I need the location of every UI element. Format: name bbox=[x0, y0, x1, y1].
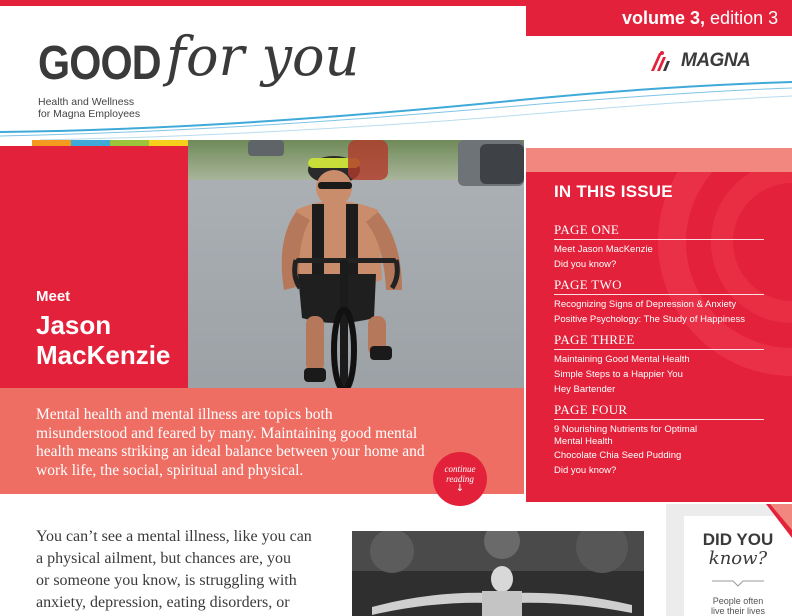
continue-label: continue bbox=[444, 464, 476, 474]
meet-feature-panel bbox=[0, 146, 188, 388]
body-line: or someone you know, is struggling with bbox=[36, 572, 297, 589]
toc-section-title: PAGE TWO bbox=[554, 277, 764, 295]
brand-title-good: GOOD bbox=[38, 37, 161, 90]
dyk-line: live their lives bbox=[710, 606, 766, 616]
toc-item[interactable]: 9 Nourishing Nutrients for Optimal Mental Health bbox=[554, 424, 698, 447]
in-this-issue-heading: IN THIS ISSUE bbox=[554, 182, 673, 201]
intro-band bbox=[0, 388, 524, 494]
toc-item[interactable]: Maintaining Good Mental Health bbox=[554, 354, 690, 365]
toc-item[interactable]: Chocolate Chia Seed Pudding bbox=[554, 450, 682, 461]
body-line: anxiety, depression, eating disorders, or bbox=[36, 594, 290, 611]
toc-item[interactable]: Did you know? bbox=[554, 465, 617, 476]
edition-label: edition 3 bbox=[710, 8, 779, 28]
toc-section-page-four bbox=[554, 402, 790, 478]
toc-section-title: PAGE ONE bbox=[554, 222, 764, 240]
reading-label: reading bbox=[446, 474, 474, 484]
toc-item[interactable]: Positive Psychology: The Study of Happiness bbox=[554, 314, 745, 325]
outstretched-arms-photo bbox=[352, 531, 644, 616]
body-article-text bbox=[36, 526, 336, 614]
cyclist-photo bbox=[188, 140, 524, 388]
outstretched-arms-illustration bbox=[352, 531, 644, 616]
brand-title-for-you: for you bbox=[166, 25, 360, 88]
toc-item[interactable]: Meet Jason MacKenzie bbox=[554, 244, 653, 255]
toc-section-page-two bbox=[554, 277, 790, 327]
name-first: Jason bbox=[36, 310, 112, 340]
issue-header-band bbox=[526, 148, 792, 172]
magna-logo bbox=[651, 50, 750, 72]
toc-section-page-one bbox=[554, 222, 790, 272]
meet-label: Meet bbox=[36, 288, 71, 305]
body-line: You can’t see a mental illness, like you can bbox=[36, 528, 312, 545]
toc-item[interactable]: Simple Steps to a Happier You bbox=[554, 369, 683, 380]
toc-item[interactable]: Hey Bartender bbox=[554, 384, 616, 395]
volume-label: volume 3, bbox=[622, 8, 706, 28]
did-you-know-text bbox=[688, 596, 788, 616]
volume-edition-tab bbox=[526, 0, 792, 36]
did-you-know-title: DID YOU bbox=[702, 530, 774, 549]
divider-chevron-icon bbox=[712, 578, 764, 588]
down-arrow-icon: ↓ bbox=[455, 483, 465, 494]
toc-item[interactable]: Did you know? bbox=[554, 259, 617, 270]
did-you-know-script: know? bbox=[708, 548, 768, 569]
magna-emblem-icon bbox=[651, 51, 679, 71]
continue-reading-button[interactable] bbox=[433, 452, 487, 506]
intro-paragraph: Mental health and mental illness are topics both misunderstood and feared by many. Maintaining good mental health means striking an ideal balance between your home and work life, the social, spiritual and physical. bbox=[36, 406, 425, 479]
toc-section-title: PAGE THREE bbox=[554, 332, 764, 350]
body-line: a physical ailment, but chances are, you bbox=[36, 550, 292, 567]
feature-person-name bbox=[36, 310, 186, 370]
cyclist-illustration bbox=[188, 140, 524, 388]
toc-item[interactable]: Recognizing Signs of Depression & Anxiety bbox=[554, 299, 737, 310]
toc-section-title: PAGE FOUR bbox=[554, 402, 764, 420]
dyk-line: People often bbox=[712, 596, 764, 606]
toc-section-page-three bbox=[554, 332, 790, 397]
magna-wordmark: MAGNA bbox=[681, 50, 751, 71]
subtitle-line-2: for Magna Employees bbox=[38, 108, 141, 120]
subtitle-line-1: Health and Wellness bbox=[38, 96, 135, 108]
name-last: MacKenzie bbox=[36, 340, 171, 370]
in-this-issue-panel bbox=[526, 172, 792, 502]
header-swoosh bbox=[0, 70, 792, 150]
